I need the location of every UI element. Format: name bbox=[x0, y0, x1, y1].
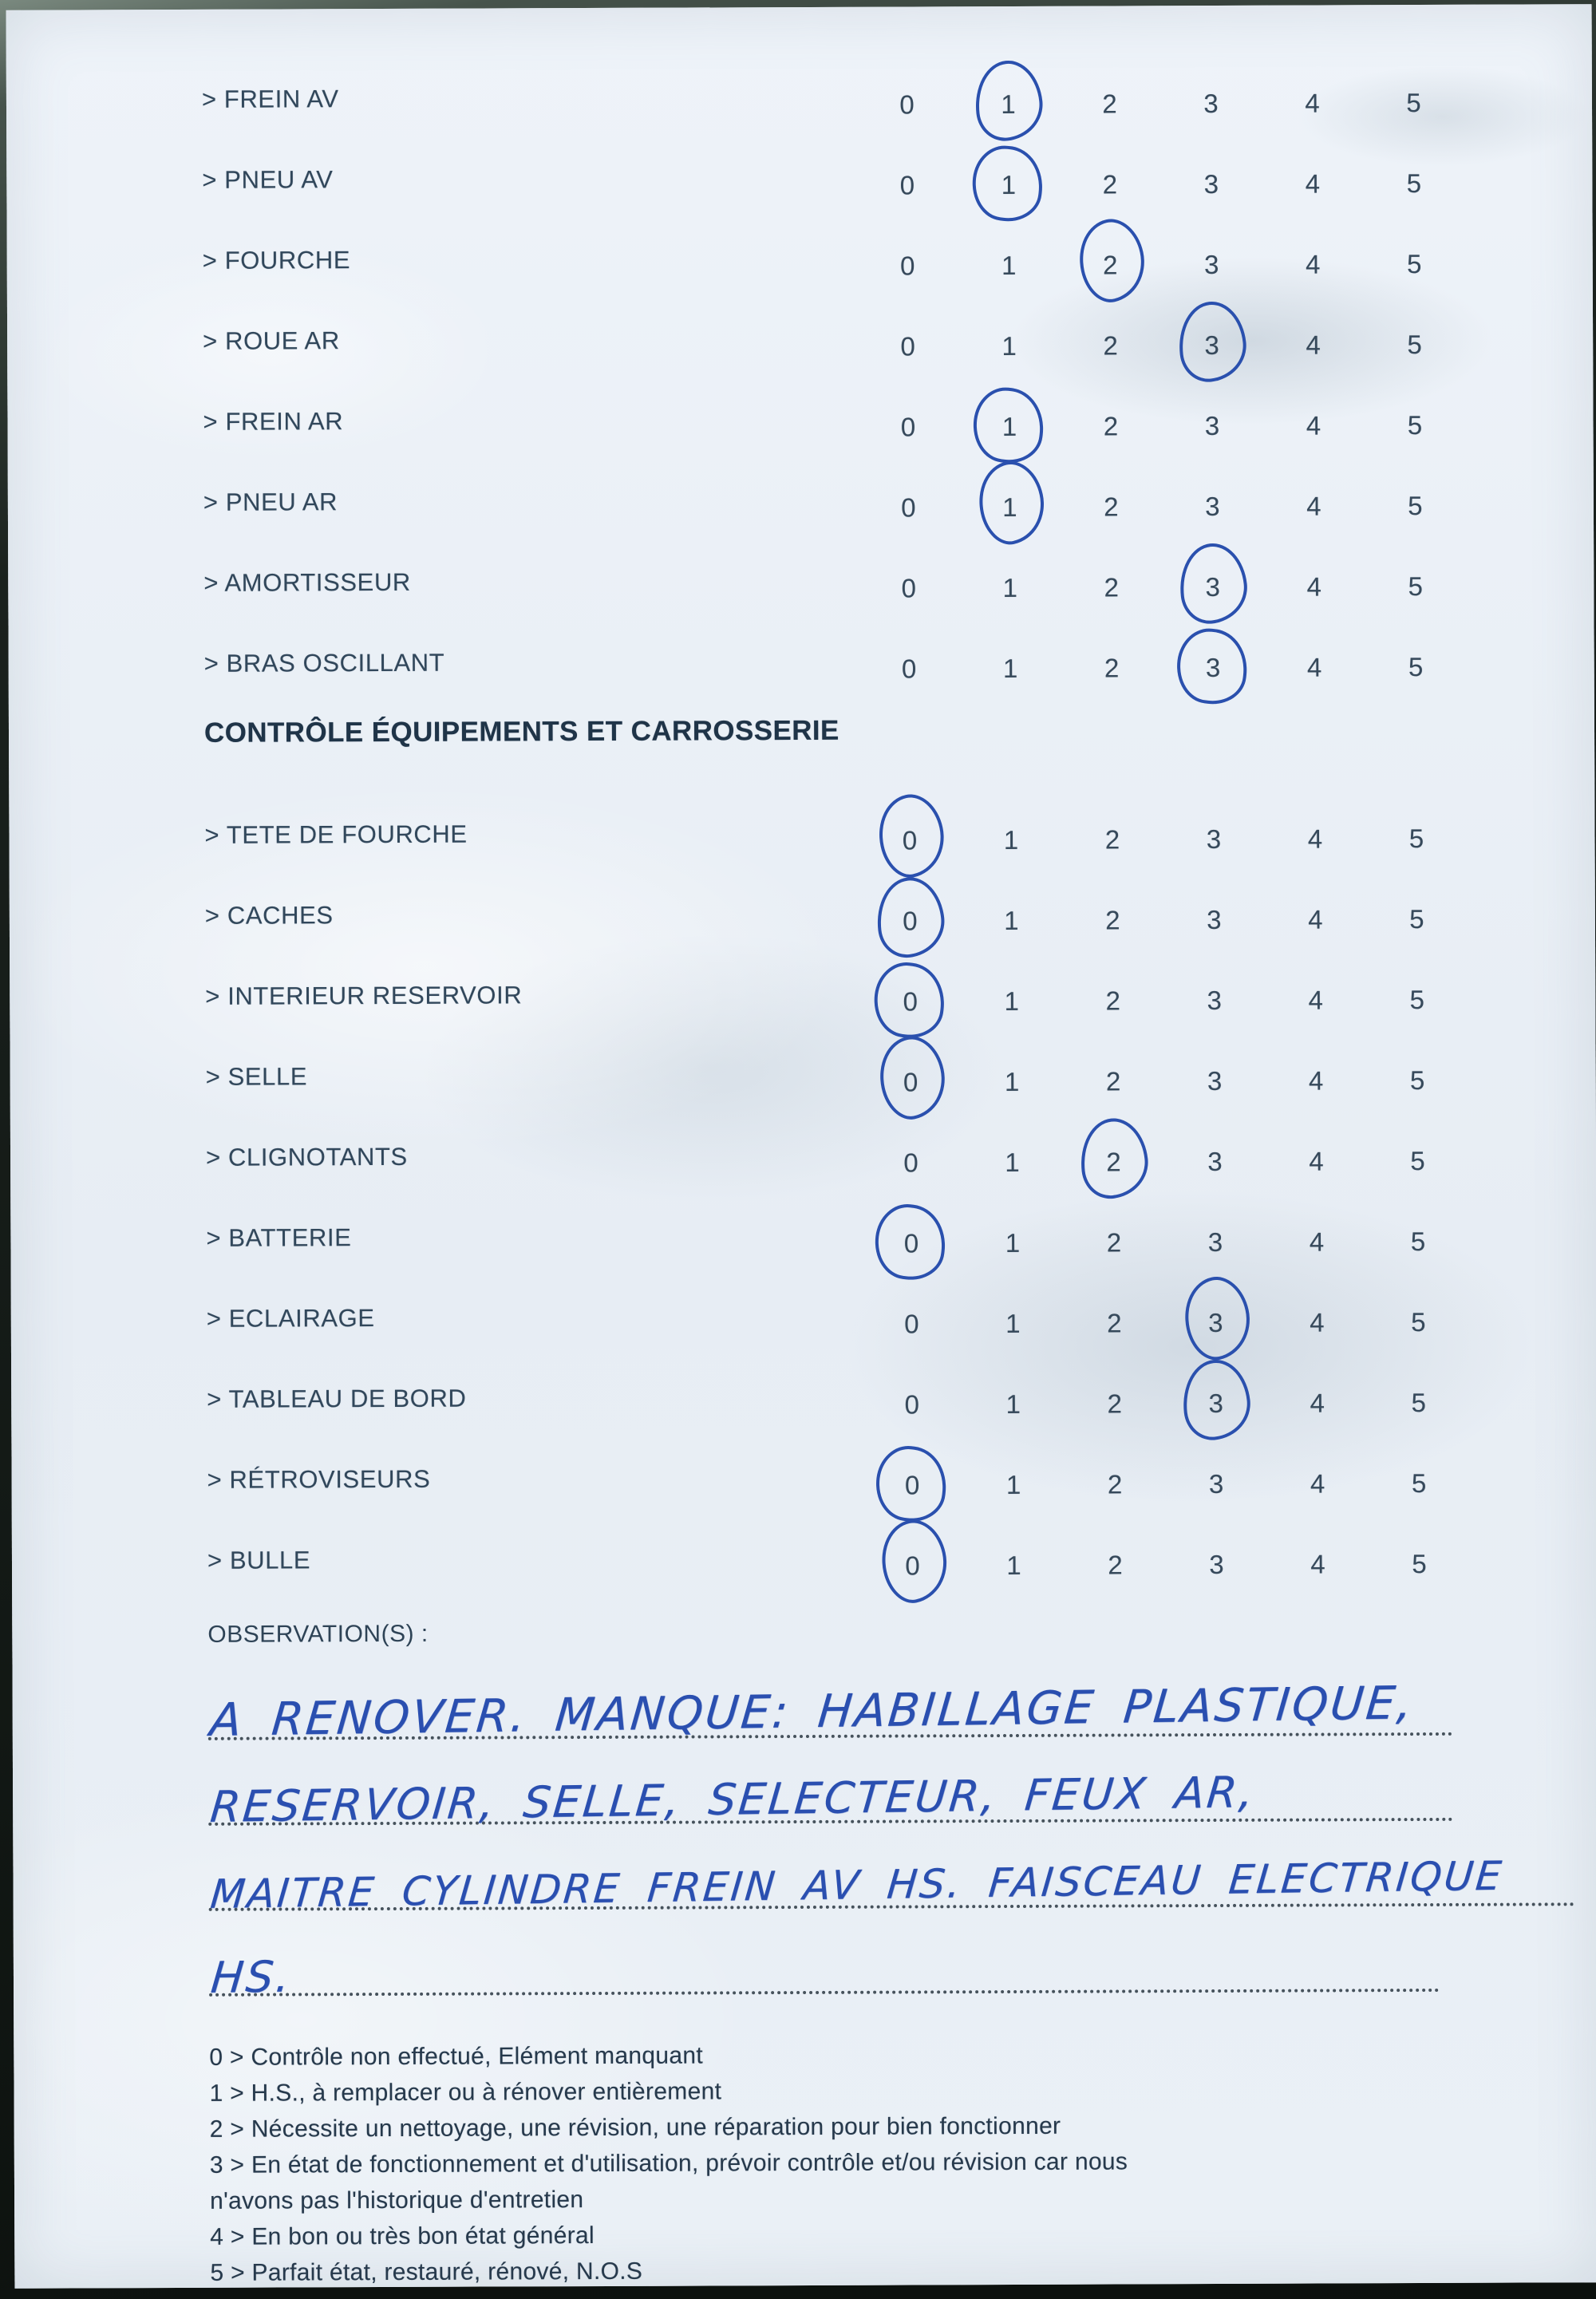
rating-cell: 2 bbox=[1104, 571, 1120, 602]
rating-cell: 1 bbox=[1001, 250, 1017, 280]
rating-cell: 0 bbox=[904, 1308, 919, 1339]
rating-cell: 5 bbox=[1410, 1226, 1426, 1256]
checklist-row bbox=[207, 1353, 1596, 1440]
rating-cell-pen-circled: 3 bbox=[1162, 571, 1263, 602]
rating-scale bbox=[857, 321, 1465, 361]
rating-cell: 3 bbox=[1207, 1227, 1223, 1257]
rating-cell: 5 bbox=[1409, 903, 1424, 934]
rating-cell: 5 bbox=[1410, 1145, 1425, 1175]
legend-item: 3 > En état de fonctionnement et d'utilisation, prévoir contrôle et/ou révision car nous n'avons pas l'historique d'entretien bbox=[209, 2148, 1128, 2214]
checklist-row bbox=[203, 618, 1594, 704]
rating-cell: 4 bbox=[1309, 1145, 1324, 1176]
rating-cell: 4 bbox=[1305, 168, 1321, 199]
observation-dotted-line bbox=[208, 1820, 1574, 1918]
rating-cell: 5 bbox=[1409, 1065, 1425, 1095]
rating-cell: 4 bbox=[1310, 1467, 1325, 1499]
legend-item: 0 > Contrôle non effectué, Elément manquant bbox=[209, 2042, 704, 2071]
rating-cell: 3 bbox=[1203, 168, 1219, 199]
rating-cell-pen-circled: 0 bbox=[860, 1067, 962, 1097]
rating-cell-pen-circled: 3 bbox=[1161, 330, 1262, 360]
rating-scale bbox=[859, 895, 1468, 936]
rating-cell-pen-circled: 1 bbox=[958, 169, 1059, 199]
rating-cell: 3 bbox=[1207, 1146, 1223, 1176]
rating-cell-pen-circled: 0 bbox=[859, 825, 960, 855]
handwriting-text: A RENOVER. MANQUE: HABILLAGE PLASTIQUE, bbox=[207, 1677, 1417, 1747]
rating-scale bbox=[860, 1218, 1468, 1258]
rating-cell: 3 bbox=[1207, 1065, 1223, 1096]
rating-cell: 3 bbox=[1204, 410, 1220, 440]
rating-cell: 2 bbox=[1108, 1549, 1123, 1580]
rating-scale bbox=[856, 79, 1464, 120]
rating-cell: 1 bbox=[1005, 1469, 1021, 1499]
section-title: CONTRÔLE ÉQUIPEMENTS ET CARROSSERIE bbox=[203, 714, 839, 749]
rating-cell: 4 bbox=[1306, 652, 1322, 682]
rating-cell: 1 bbox=[1001, 330, 1017, 361]
checklist-row bbox=[202, 134, 1592, 220]
rating-cell: 2 bbox=[1104, 652, 1120, 683]
rating-cell: 5 bbox=[1408, 823, 1424, 853]
rating-cell: 1 bbox=[1004, 1066, 1020, 1096]
rating-cell-pen-circled: 1 bbox=[958, 411, 1060, 441]
rating-cell: 2 bbox=[1106, 1227, 1122, 1258]
rating-cell: 4 bbox=[1309, 1226, 1325, 1257]
rating-scale bbox=[862, 1540, 1470, 1581]
rating-cell: 4 bbox=[1306, 491, 1321, 521]
item-label: > CLIGNOTANTS bbox=[205, 1142, 408, 1171]
observations-label: OBSERVATION(S) : bbox=[207, 1620, 429, 1648]
rating-cell: 0 bbox=[901, 572, 917, 603]
item-label: > INTERIEUR RESERVOIR bbox=[205, 980, 523, 1010]
rating-cell-pen-circled: 0 bbox=[862, 1550, 963, 1581]
rating-cell: 0 bbox=[904, 1388, 919, 1420]
rating-cell: 1 bbox=[1005, 1308, 1021, 1338]
checklist-row bbox=[203, 295, 1593, 381]
rating-scale bbox=[856, 160, 1464, 200]
item-label: > BRAS OSCILLANT bbox=[203, 648, 445, 677]
checklist-row bbox=[205, 950, 1595, 1037]
checklist-row bbox=[205, 870, 1595, 956]
rating-cell: 1 bbox=[1005, 1147, 1020, 1177]
rating-cell-pen-circled: 0 bbox=[862, 1470, 963, 1500]
observation-dotted-line bbox=[207, 1736, 1453, 1832]
item-label: > AMORTISSEUR bbox=[203, 567, 411, 597]
rating-scale bbox=[859, 976, 1468, 1017]
checklist bbox=[6, 4, 1596, 1602]
rating-cell-pen-circled: 1 bbox=[958, 89, 1059, 119]
rating-cell: 4 bbox=[1308, 903, 1323, 934]
rating-cell: 0 bbox=[900, 250, 915, 281]
legend-item: 2 > Nécessite un nettoyage, une révision, une réparation pour bien fonctionner bbox=[209, 2112, 1061, 2143]
item-label: > FREIN AV bbox=[201, 84, 339, 113]
rating-cell: 4 bbox=[1310, 1548, 1325, 1579]
rating-cell: 2 bbox=[1103, 330, 1118, 361]
rating-cell: 2 bbox=[1105, 1065, 1121, 1096]
rating-cell: 4 bbox=[1305, 249, 1321, 279]
rating-cell: 4 bbox=[1306, 330, 1321, 360]
rating-scale bbox=[861, 1298, 1469, 1339]
checklist-row bbox=[203, 537, 1594, 623]
rating-scale bbox=[858, 482, 1466, 523]
rating-cell: 4 bbox=[1306, 410, 1321, 440]
rating-cell: 5 bbox=[1406, 168, 1422, 198]
rating-cell: 5 bbox=[1406, 87, 1421, 117]
item-label: > TABLEAU DE BORD bbox=[207, 1384, 467, 1413]
rating-cell: 3 bbox=[1209, 1549, 1224, 1579]
handwriting-text: MAITRE CYLINDRE FREIN AV HS. FAISCEAU ELECTRIQUE bbox=[208, 1852, 1506, 1918]
rating-cell: 5 bbox=[1407, 409, 1423, 440]
rating-cell: 2 bbox=[1104, 491, 1119, 522]
rating-cell: 4 bbox=[1308, 1065, 1324, 1096]
rating-cell-pen-circled: 3 bbox=[1163, 652, 1264, 682]
rating-cell: 5 bbox=[1411, 1387, 1426, 1417]
rating-cell: 1 bbox=[1002, 572, 1018, 602]
legend-item: 5 > Parfait état, restauré, rénové, N.O.S bbox=[210, 2258, 643, 2286]
rating-cell: 2 bbox=[1105, 904, 1120, 935]
rating-cell-pen-circled: 1 bbox=[959, 492, 1061, 522]
rating-cell: 4 bbox=[1305, 88, 1320, 118]
rating-legend bbox=[209, 2034, 1596, 2291]
rating-cell-pen-circled: 2 bbox=[1063, 1147, 1164, 1177]
rating-cell: 3 bbox=[1203, 88, 1219, 118]
rating-cell: 4 bbox=[1307, 823, 1323, 854]
observation-lines bbox=[207, 1649, 1596, 2003]
paper-sheet bbox=[6, 4, 1596, 2289]
item-label: > ECLAIRAGE bbox=[206, 1303, 375, 1333]
rating-cell: 5 bbox=[1412, 1548, 1427, 1578]
rating-cell: 4 bbox=[1310, 1306, 1325, 1337]
rating-cell: 5 bbox=[1408, 571, 1424, 601]
rating-cell: 5 bbox=[1408, 490, 1423, 520]
checklist-row bbox=[206, 1192, 1596, 1278]
rating-scale bbox=[858, 563, 1466, 603]
rating-cell: 1 bbox=[1003, 824, 1019, 855]
item-label: > PNEU AV bbox=[202, 164, 334, 194]
rating-cell: 0 bbox=[903, 1147, 918, 1178]
item-label: > FREIN AR bbox=[203, 406, 344, 436]
rating-cell: 2 bbox=[1103, 410, 1119, 441]
rating-cell: 5 bbox=[1408, 651, 1424, 681]
rating-cell: 0 bbox=[900, 330, 915, 361]
rating-cell: 5 bbox=[1411, 1467, 1427, 1498]
rating-cell: 2 bbox=[1102, 88, 1117, 119]
rating-cell: 0 bbox=[901, 492, 916, 523]
item-label: > RÉTROVISEURS bbox=[207, 1464, 431, 1494]
item-label: > SELLE bbox=[205, 1061, 308, 1091]
rating-cell-pen-circled: 0 bbox=[860, 1228, 962, 1258]
item-label: > ROUE AR bbox=[203, 326, 340, 355]
item-label: > BATTERIE bbox=[206, 1223, 352, 1252]
rating-cell: 4 bbox=[1308, 984, 1324, 1015]
rating-cell: 5 bbox=[1411, 1306, 1426, 1337]
rating-cell: 0 bbox=[901, 653, 917, 684]
rating-cell-pen-circled: 0 bbox=[859, 906, 961, 936]
rating-cell: 4 bbox=[1306, 571, 1322, 602]
handwriting-text: RESERVOIR, SELLE, SELECTEUR, FEUX AR, bbox=[207, 1767, 1258, 1832]
rating-cell: 2 bbox=[1107, 1307, 1122, 1338]
rating-cell: 2 bbox=[1107, 1468, 1123, 1499]
item-label: > TETE DE FOURCHE bbox=[204, 820, 468, 849]
rating-cell: 2 bbox=[1102, 168, 1118, 199]
rating-scale bbox=[857, 240, 1465, 281]
rating-scale bbox=[857, 401, 1465, 442]
rating-cell: 2 bbox=[1107, 1388, 1122, 1419]
checklist-row bbox=[207, 1273, 1596, 1359]
rating-scale bbox=[862, 1460, 1470, 1500]
rating-cell: 1 bbox=[1004, 905, 1019, 935]
item-label: > PNEU AR bbox=[203, 487, 338, 516]
rating-scale bbox=[860, 1057, 1468, 1097]
checklist-row bbox=[203, 456, 1594, 543]
checklist-row bbox=[207, 1434, 1596, 1520]
rating-cell: 1 bbox=[1006, 1550, 1021, 1580]
rating-cell: 3 bbox=[1204, 249, 1219, 279]
rating-cell: 5 bbox=[1406, 248, 1422, 278]
rating-cell: 3 bbox=[1208, 1468, 1224, 1499]
item-label: > CACHES bbox=[204, 900, 334, 930]
observation-dotted-line bbox=[208, 1906, 1440, 2003]
rating-cell: 3 bbox=[1207, 985, 1223, 1015]
checklist-row bbox=[203, 215, 1593, 301]
rating-cell: 1 bbox=[1005, 1227, 1021, 1258]
checklist-row bbox=[203, 376, 1593, 462]
checklist-row bbox=[204, 789, 1594, 875]
rating-cell: 0 bbox=[900, 411, 916, 442]
rating-cell: 0 bbox=[899, 169, 915, 200]
rating-cell: 3 bbox=[1205, 491, 1220, 521]
observations-section bbox=[207, 1616, 1596, 2003]
rating-cell: 2 bbox=[1104, 824, 1120, 855]
item-label: > FOURCHE bbox=[202, 245, 351, 275]
legend-item: 4 > En bon ou très bon état général bbox=[210, 2222, 595, 2250]
rating-cell-pen-circled: 2 bbox=[1060, 250, 1161, 280]
rating-cell: 3 bbox=[1206, 824, 1222, 854]
observation-dotted-line bbox=[207, 1650, 1452, 1747]
rating-cell-pen-circled: 0 bbox=[859, 986, 961, 1017]
rating-cell: 5 bbox=[1407, 329, 1422, 359]
rating-scale bbox=[861, 1379, 1469, 1420]
rating-cell: 5 bbox=[1409, 984, 1425, 1014]
rating-cell-pen-circled: 3 bbox=[1165, 1388, 1266, 1418]
rating-cell-pen-circled: 3 bbox=[1165, 1307, 1266, 1337]
rating-cell: 1 bbox=[1005, 1388, 1021, 1419]
rating-cell: 0 bbox=[899, 89, 915, 120]
rating-cell: 2 bbox=[1105, 985, 1121, 1016]
rating-cell: 1 bbox=[1002, 653, 1018, 683]
checklist-row bbox=[202, 53, 1592, 140]
rating-cell: 4 bbox=[1310, 1387, 1325, 1418]
handwriting-text: HS. bbox=[208, 1951, 294, 2003]
checklist-row bbox=[205, 1031, 1595, 1117]
paper-content bbox=[6, 4, 1596, 2289]
checklist-row bbox=[206, 1112, 1596, 1198]
rating-scale bbox=[859, 643, 1467, 684]
rating-scale bbox=[860, 1137, 1468, 1178]
rating-cell: 3 bbox=[1207, 904, 1222, 934]
legend-item: 1 > H.S., à remplacer ou à rénover entièrement bbox=[209, 2078, 722, 2107]
item-label: > BULLE bbox=[207, 1545, 311, 1574]
rating-cell: 1 bbox=[1004, 986, 1020, 1016]
rating-scale bbox=[859, 815, 1467, 855]
checklist-row bbox=[207, 1515, 1596, 1601]
